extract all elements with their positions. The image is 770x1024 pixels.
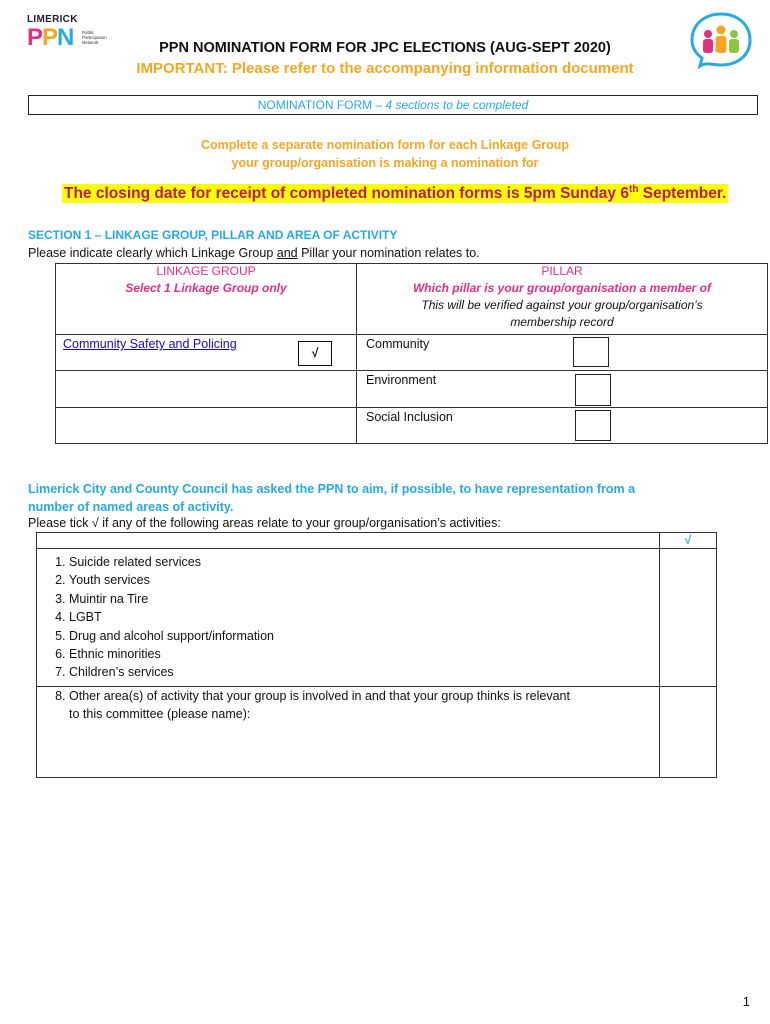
closing-sup: th — [628, 184, 639, 195]
other-activity-list — [37, 687, 659, 724]
activity-instructions: Please tick √ if any of the following areas relate to your group/organisation’s activities: — [28, 516, 501, 530]
pillar-environment-checkbox[interactable] — [575, 374, 611, 406]
sections-count-text: 4 sections to be completed — [385, 98, 529, 112]
instr-and: and — [276, 246, 298, 260]
logo-limerick-text: LIMERICK — [27, 14, 78, 25]
nomination-form-label: NOMINATION FORM – — [257, 98, 386, 112]
pillar-community-cell — [357, 335, 768, 371]
list-item-other — [69, 687, 659, 724]
important-notice: IMPORTANT: Please refer to the accompanying information document — [136, 60, 634, 77]
closing-date-notice — [62, 184, 728, 203]
pillar-community-checkbox[interactable] — [573, 337, 609, 367]
page-number: 1 — [742, 994, 750, 1009]
instr-pre: Please indicate clearly which Linkage Group — [28, 246, 277, 260]
other-tick-cell[interactable] — [660, 686, 717, 777]
other-line-1: Other area(s) of activity that your group is involved in and that your group thinks is relevant — [69, 688, 570, 703]
pillar-environment-cell — [357, 371, 768, 408]
list-item: 6. Ethnic minorities — [69, 645, 659, 663]
closing-text-end: September. — [638, 185, 727, 203]
list-item: 5. Drug and alcohol support/information — [69, 627, 659, 645]
linkage-group-title: LINKAGE GROUP — [156, 264, 256, 278]
activity-intro-line-2: number of named areas of activity. — [28, 500, 234, 514]
notice-line-2: your group/organisation is making a nomination for — [231, 156, 539, 170]
list-item: 2. Youth services — [69, 571, 659, 589]
activity-areas-table — [36, 532, 717, 778]
pillar-note: This will be verified against your group/organisation’s membership record — [421, 298, 703, 329]
empty-linkage-cell — [56, 408, 357, 444]
linkage-tick-box[interactable]: √ — [298, 341, 332, 366]
linkage-group-sub: Select 1 Linkage Group only — [125, 281, 287, 295]
list-item: 1. Suicide related services — [69, 553, 659, 571]
linkage-group-link[interactable]: Community Safety and Policing — [63, 337, 237, 351]
activity-intro-line-1: Limerick City and County Council has asked the PPN to aim, if possible, to have representation from a — [28, 482, 636, 496]
form-title: PPN NOMINATION FORM FOR JPC ELECTIONS (AUG-SEPT 2020) — [159, 40, 611, 56]
pillar-header — [357, 264, 768, 335]
list-item: 7. Children’s services — [69, 663, 659, 681]
activity-tick-cell[interactable] — [660, 549, 717, 687]
linkage-group-header — [56, 264, 357, 335]
activity-list — [37, 553, 659, 682]
pillar-social-inclusion-checkbox[interactable] — [575, 410, 611, 441]
list-item: 3. Muintir na Tire — [69, 590, 659, 608]
linkage-pillar-table — [55, 263, 768, 444]
logo-ppn-text: PPN — [27, 24, 74, 51]
pillar-community-label: Community — [366, 337, 430, 351]
notice-line-1: Complete a separate nomination form for each Linkage Group — [200, 138, 570, 152]
pillar-social-inclusion-label: Social Inclusion — [366, 410, 453, 424]
list-item: 4. LGBT — [69, 608, 659, 626]
empty-linkage-cell — [56, 371, 357, 408]
other-activity-cell — [37, 686, 660, 777]
activity-intro — [28, 480, 635, 516]
nomination-form-header-box — [28, 95, 758, 115]
closing-text: The closing date for receipt of completed nomination forms is 5pm Sunday 6 — [64, 185, 629, 203]
pillar-social-inclusion-cell — [357, 408, 768, 444]
tick-column-header: √ — [660, 533, 717, 549]
section-1-instructions — [28, 246, 480, 260]
pillar-environment-label: Environment — [366, 373, 437, 387]
activity-list-cell — [37, 549, 660, 687]
pillar-title: PILLAR — [541, 264, 583, 278]
pillar-sub: Which pillar is your group/organisation a member of — [412, 281, 712, 295]
section-1-title: SECTION 1 – LINKAGE GROUP, PILLAR AND AREA OF ACTIVITY — [28, 228, 398, 242]
logo-tagline: Public Participation Network — [82, 30, 107, 45]
activity-header-empty — [37, 533, 660, 549]
separate-form-notice — [0, 136, 770, 172]
instr-post: Pillar your nomination relates to. — [297, 246, 480, 260]
other-line-2: to this committee (please name): — [69, 707, 251, 722]
linkage-group-cell — [56, 335, 357, 371]
